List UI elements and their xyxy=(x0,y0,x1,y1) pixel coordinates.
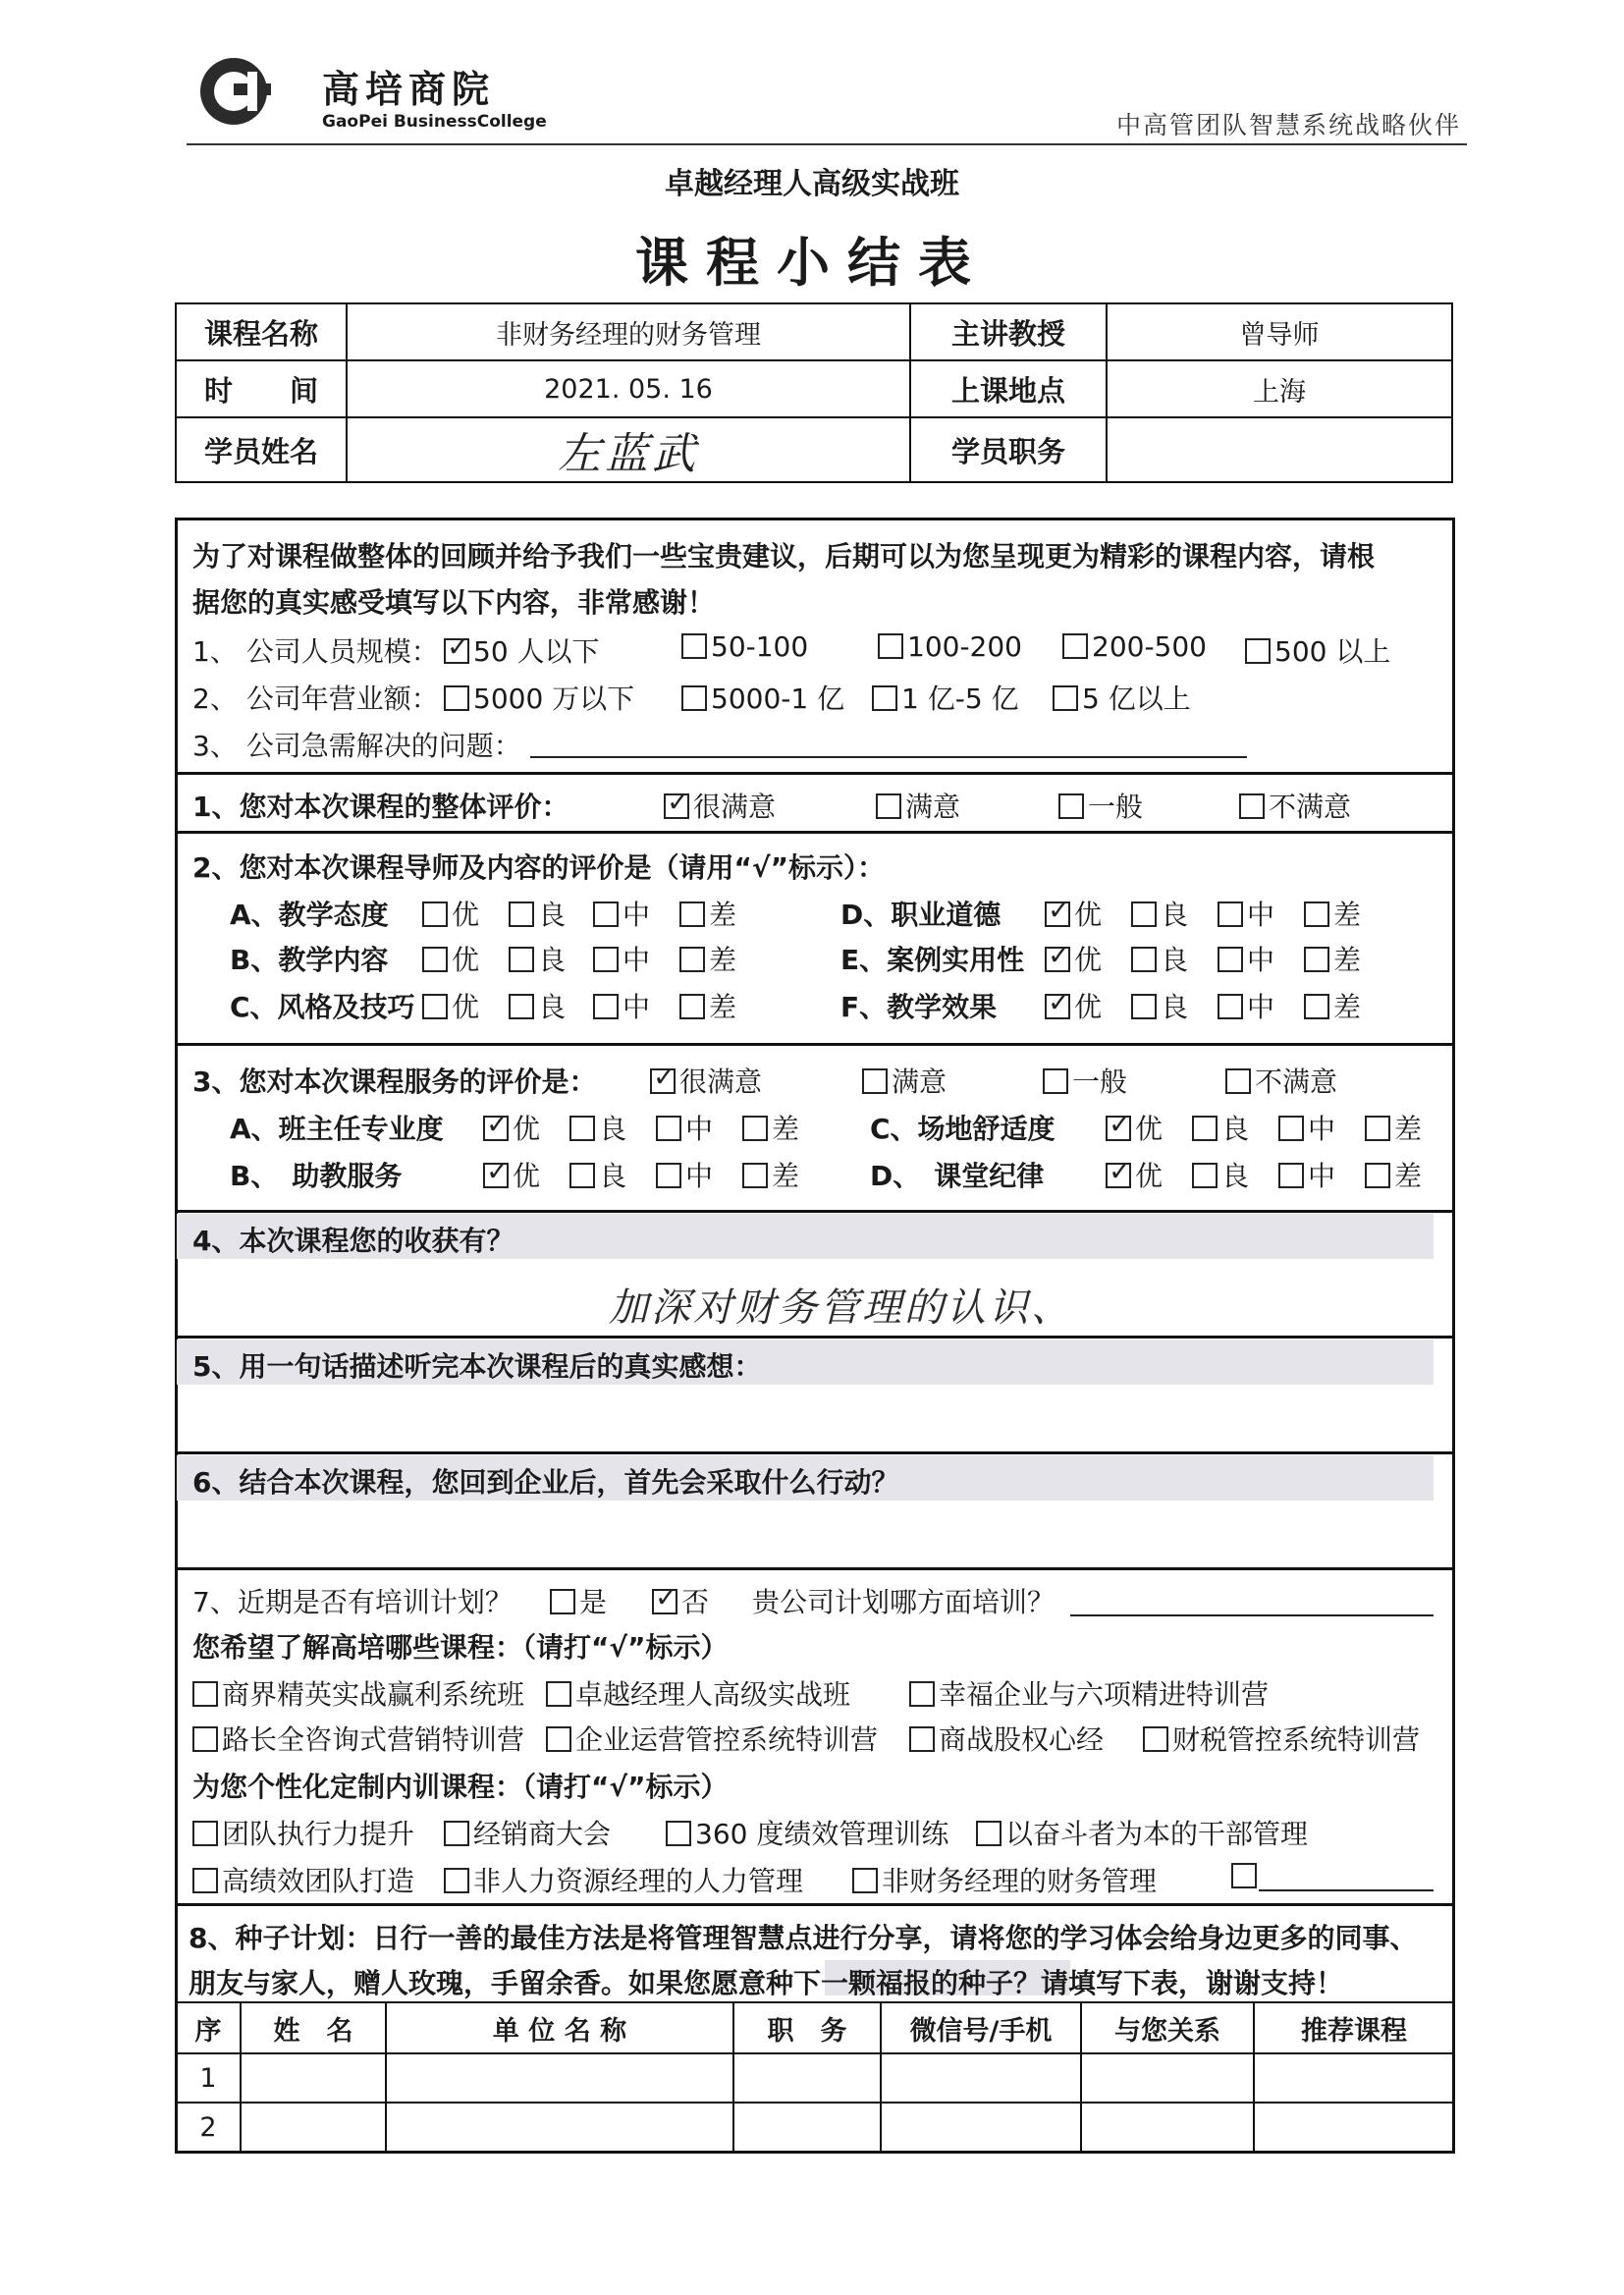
grade-option[interactable]: 差 xyxy=(679,939,736,978)
checkbox-checked-icon xyxy=(1045,994,1070,1019)
row-number: 2 xyxy=(176,2103,241,2152)
referral-header-cell: 推荐课程 xyxy=(1254,2002,1454,2053)
q7-yes-option[interactable]: 是 xyxy=(550,1581,607,1620)
referral-header-row xyxy=(176,2002,1454,2053)
course-option[interactable]: 财税管控系统特训营 xyxy=(1143,1719,1420,1758)
checkbox-icon xyxy=(681,685,707,711)
checkbox-icon xyxy=(1304,902,1329,927)
custom-course-option[interactable] xyxy=(1231,1860,1261,1892)
q5-answer-area[interactable] xyxy=(196,1389,1434,1448)
header-divider xyxy=(187,143,1467,145)
checkbox-icon xyxy=(593,902,619,927)
size-option-3[interactable]: 100-200 xyxy=(878,630,1022,663)
size-option-4[interactable]: 200-500 xyxy=(1062,630,1207,663)
checkbox-icon xyxy=(656,1116,681,1141)
q7-label: 7、近期是否有培训计划？ xyxy=(192,1586,513,1618)
referral-input-cell[interactable] xyxy=(386,2103,733,2152)
urgent-problem-input[interactable] xyxy=(530,756,1247,758)
section-divider xyxy=(175,1210,1455,1213)
checkbox-icon xyxy=(852,1868,878,1893)
checkbox-icon xyxy=(444,685,469,711)
checkbox-checked-icon xyxy=(664,793,689,819)
row-number: 1 xyxy=(176,2053,241,2103)
referral-input-cell[interactable] xyxy=(1081,2103,1254,2152)
referral-header-cell: 微信号/手机 xyxy=(881,2002,1081,2053)
grade-option[interactable]: 差 xyxy=(742,1108,799,1147)
size-option-2[interactable]: 50-100 xyxy=(681,630,808,663)
section-divider xyxy=(175,1336,1455,1339)
checkbox-icon xyxy=(862,1068,888,1094)
checkbox-icon xyxy=(679,947,705,972)
teacher-criterion-label: E、案例实用性 xyxy=(840,944,1025,976)
grade-option[interactable]: 中 xyxy=(1218,986,1274,1025)
place-value[interactable]: 上海 xyxy=(1107,360,1452,417)
overall-option-4[interactable]: 不满意 xyxy=(1239,786,1351,825)
referral-input-cell[interactable] xyxy=(241,2103,386,2152)
checkbox-icon xyxy=(679,902,705,927)
time-label: 时 间 xyxy=(176,360,347,417)
checkbox-icon xyxy=(550,1589,575,1614)
referral-input-cell[interactable] xyxy=(1254,2053,1454,2103)
checkbox-checked-icon xyxy=(650,1068,676,1094)
checkbox-icon xyxy=(656,1163,681,1188)
teacher-value[interactable]: 曾导师 xyxy=(1107,303,1452,360)
checkbox-icon xyxy=(546,1726,571,1752)
checkbox-icon xyxy=(422,902,448,927)
checkbox-icon xyxy=(1192,1116,1218,1141)
checkbox-icon xyxy=(666,1821,691,1846)
referral-input-cell[interactable] xyxy=(1254,2103,1454,2152)
grade-option[interactable]: 中 xyxy=(1218,939,1274,978)
checkbox-icon xyxy=(878,633,903,659)
checkbox-icon xyxy=(1131,902,1157,927)
section-divider xyxy=(175,831,1455,834)
teacher-criterion-label: A、教学态度 xyxy=(230,899,389,931)
checkbox-icon xyxy=(1058,793,1084,819)
student-name-value[interactable] xyxy=(347,417,910,482)
overall-eval-label: 1、您对本次课程的整体评价： xyxy=(192,791,569,823)
teacher-eval-label: 2、您对本次课程导师及内容的评价是（请用“√”标示）： xyxy=(192,851,885,884)
custom-other-input[interactable] xyxy=(1259,1889,1434,1891)
grade-option[interactable]: 中 xyxy=(593,939,650,978)
revenue-option-2[interactable]: 5000-1 亿 xyxy=(681,678,844,717)
referral-input-cell[interactable] xyxy=(386,2053,733,2103)
grade-option[interactable]: ✓ 优 xyxy=(1045,939,1102,978)
grade-option[interactable]: 差 xyxy=(679,894,736,933)
checkbox-icon xyxy=(546,1681,571,1707)
section-divider xyxy=(175,1903,1455,1906)
grade-option[interactable]: ✓ 优 xyxy=(483,1155,540,1194)
checkbox-icon xyxy=(1143,1726,1168,1752)
checkbox-icon xyxy=(1245,638,1271,664)
q4-handwritten-answer[interactable]: 加深对财务管理的认识、 xyxy=(609,1285,1073,1331)
checkbox-icon xyxy=(593,947,619,972)
checkbox-icon xyxy=(444,1868,469,1893)
course-option[interactable]: 企业运营管控系统特训营 xyxy=(546,1719,878,1758)
service-option-3[interactable]: 一般 xyxy=(1043,1061,1127,1100)
grade-option[interactable]: ✓ 优 xyxy=(1106,1155,1163,1194)
course-option[interactable]: 商界精英实战赢利系统班 xyxy=(192,1673,524,1713)
grade-option[interactable]: ✓ 优 xyxy=(1106,1108,1163,1147)
checkbox-checked-icon xyxy=(1106,1163,1131,1188)
grade-option[interactable]: 差 xyxy=(1365,1155,1422,1194)
grade-option[interactable]: 良 xyxy=(1131,939,1188,978)
table-row xyxy=(176,2103,1454,2152)
grade-option[interactable]: 中 xyxy=(593,894,650,933)
q7-which-input[interactable] xyxy=(1070,1614,1434,1616)
referral-input-cell[interactable] xyxy=(733,2053,881,2103)
checkbox-checked-icon xyxy=(444,638,469,664)
service-option-4[interactable]: 不满意 xyxy=(1225,1061,1337,1100)
grade-option[interactable]: 中 xyxy=(1278,1155,1335,1194)
grade-option[interactable]: 良 xyxy=(1131,894,1188,933)
grade-option[interactable]: 优 xyxy=(422,939,479,978)
checkbox-icon xyxy=(1239,793,1265,819)
grade-option[interactable]: 差 xyxy=(679,986,736,1025)
teacher-criterion-label: F、教学效果 xyxy=(840,991,998,1023)
grade-option[interactable]: 中 xyxy=(656,1155,713,1194)
checkbox-icon xyxy=(509,902,534,927)
course-option[interactable]: 路长全咨询式营销特训营 xyxy=(192,1719,524,1758)
form-subtitle: 卓越经理人高级实战班 xyxy=(665,167,959,201)
grade-option[interactable]: ✓ 优 xyxy=(483,1108,540,1147)
grade-option[interactable]: 良 xyxy=(1131,986,1188,1025)
service-eval-label: 3、您对本次课程服务的评价是： xyxy=(192,1066,597,1098)
checkbox-icon xyxy=(1062,633,1088,659)
teacher-criterion-label: D、职业道德 xyxy=(840,899,1001,931)
logo-chinese-name: 高培商院 xyxy=(322,67,496,111)
referral-input-cell[interactable] xyxy=(881,2103,1081,2152)
custom-course-option[interactable]: 高绩效团队打造 xyxy=(192,1860,414,1899)
checkbox-checked-icon xyxy=(1045,947,1070,972)
teacher-criterion-label: C、风格及技巧 xyxy=(230,991,415,1023)
checkbox-icon xyxy=(872,685,897,711)
checkbox-checked-icon xyxy=(1045,902,1070,927)
checkbox-icon xyxy=(1365,1163,1390,1188)
overall-option-2[interactable]: 满意 xyxy=(876,786,960,825)
checkbox-icon xyxy=(1218,994,1243,1019)
checkbox-icon xyxy=(1218,902,1243,927)
checkbox-icon xyxy=(679,994,705,1019)
checkbox-icon xyxy=(1278,1116,1304,1141)
grade-option[interactable]: 良 xyxy=(569,1155,626,1194)
service-criterion-label: A、班主任专业度 xyxy=(230,1113,444,1145)
checkbox-icon xyxy=(1365,1116,1390,1141)
grade-option[interactable]: 差 xyxy=(1304,986,1361,1025)
intro-line-1: 为了对课程做整体的回顾并给予我们一些宝贵建议，后期可以为您呈现更为精彩的课程内容，请根 xyxy=(192,540,1376,573)
grade-option[interactable]: 中 xyxy=(593,986,650,1025)
custom-course-option[interactable]: 以奋斗者为本的干部管理 xyxy=(976,1813,1308,1852)
revenue-option-3[interactable]: 1 亿-5 亿 xyxy=(872,678,1019,717)
checkbox-checked-icon xyxy=(1106,1116,1131,1141)
course-option[interactable]: 商战股权心经 xyxy=(909,1719,1104,1758)
student-name-label: 学员姓名 xyxy=(176,417,347,482)
grade-option[interactable]: 良 xyxy=(509,986,566,1025)
checkbox-icon xyxy=(444,1821,469,1846)
custom-course-option[interactable]: 经销商大会 xyxy=(444,1813,611,1852)
checkbox-icon xyxy=(1225,1068,1251,1094)
checkbox-icon xyxy=(192,1868,218,1893)
grade-option[interactable]: 良 xyxy=(509,939,566,978)
referral-header-cell: 序 xyxy=(176,2002,241,2053)
overall-option-3[interactable]: 一般 xyxy=(1058,786,1143,825)
course-option[interactable]: 卓越经理人高级实战班 xyxy=(546,1673,850,1713)
time-value[interactable]: 2021. 05. 16 xyxy=(347,360,910,417)
checkbox-icon xyxy=(192,1821,218,1846)
checkbox-icon xyxy=(422,994,448,1019)
referral-input-cell[interactable] xyxy=(881,2053,1081,2103)
checkbox-icon xyxy=(422,947,448,972)
checkbox-icon xyxy=(509,947,534,972)
grade-option[interactable]: 差 xyxy=(742,1155,799,1194)
grade-option[interactable]: 良 xyxy=(509,894,566,933)
section-divider xyxy=(175,1451,1455,1454)
grade-option[interactable]: 中 xyxy=(1278,1108,1335,1147)
student-position-value[interactable] xyxy=(1107,417,1452,482)
checkbox-icon xyxy=(569,1116,595,1141)
section-divider xyxy=(175,1043,1455,1046)
company-size-label: 1、 公司人员规模： xyxy=(192,635,439,668)
student-position-label: 学员职务 xyxy=(910,417,1107,482)
checkbox-icon xyxy=(876,793,901,819)
custom-course-option[interactable]: 非财务经理的财务管理 xyxy=(852,1860,1157,1899)
referral-header-cell: 职 务 xyxy=(733,2002,881,2053)
course-info-table xyxy=(175,302,1453,483)
referral-table xyxy=(175,2001,1455,2153)
revenue-option-1[interactable]: 5000 万以下 xyxy=(444,678,634,717)
checkbox-icon xyxy=(742,1163,768,1188)
referral-header-cell: 与您关系 xyxy=(1081,2002,1254,2053)
checkbox-icon xyxy=(1218,947,1243,972)
place-label: 上课地点 xyxy=(910,360,1107,417)
checkbox-icon xyxy=(1192,1163,1218,1188)
checkbox-icon xyxy=(509,994,534,1019)
q8-line-1: 8、种子计划：日行一善的最佳方法是将管理智慧点进行分享，请将您的学习体会给身边更多的同事、 xyxy=(189,1922,1418,1954)
custom-label: 为您个性化定制内训课程：（请打“√”标示） xyxy=(192,1771,729,1803)
checkbox-icon xyxy=(742,1116,768,1141)
urgent-problem-label: 3、 公司急需解决的问题： xyxy=(192,730,521,762)
grade-option[interactable]: 中 xyxy=(656,1108,713,1147)
course-option[interactable]: 幸福企业与六项精进特训营 xyxy=(909,1673,1269,1713)
checkbox-icon xyxy=(192,1681,218,1707)
checkbox-icon xyxy=(1304,947,1329,972)
service-option-2[interactable]: 满意 xyxy=(862,1061,947,1100)
checkbox-icon xyxy=(1053,685,1078,711)
q6-label: 6、结合本次课程，您回到企业后，首先会采取什么行动？ xyxy=(192,1466,899,1499)
service-criterion-label: B、 助教服务 xyxy=(230,1160,403,1192)
grade-option[interactable]: 良 xyxy=(1192,1155,1249,1194)
checkbox-checked-icon xyxy=(652,1589,677,1614)
referral-header-cell: 姓 名 xyxy=(241,2002,386,2053)
checkbox-icon xyxy=(569,1163,595,1188)
table-row xyxy=(176,2053,1454,2103)
checkbox-icon xyxy=(909,1681,935,1707)
q7-which-label: 贵公司计划哪方面培训？ xyxy=(752,1586,1056,1618)
section-divider xyxy=(175,772,1455,775)
checkbox-icon xyxy=(192,1726,218,1752)
referral-input-cell[interactable] xyxy=(733,2103,881,2152)
section-divider xyxy=(175,1567,1455,1570)
checkbox-icon xyxy=(1304,994,1329,1019)
course-name-value[interactable]: 非财务经理的财务管理 xyxy=(347,303,910,360)
size-option-5[interactable]: 500 以上 xyxy=(1245,630,1390,670)
service-criterion-label: D、 课堂纪律 xyxy=(870,1160,1045,1192)
grade-option[interactable]: 优 xyxy=(422,986,479,1025)
referral-header-cell: 单 位 名 称 xyxy=(386,2002,733,2053)
student-signature: 左蓝武 xyxy=(558,429,699,479)
q6-answer-area[interactable] xyxy=(196,1504,1434,1559)
custom-course-option[interactable]: 团队执行力提升 xyxy=(192,1813,414,1852)
grade-option[interactable]: 良 xyxy=(1192,1108,1249,1147)
service-criterion-label: C、场地舒适度 xyxy=(870,1113,1056,1145)
grade-option[interactable]: 良 xyxy=(569,1108,626,1147)
courses-label: 您希望了解高培哪些课程：（请打“√”标示） xyxy=(192,1631,729,1664)
checkbox-icon xyxy=(1278,1163,1304,1188)
grade-option[interactable]: 优 xyxy=(422,894,479,933)
revenue-option-4[interactable]: 5 亿以上 xyxy=(1053,678,1191,717)
grade-option[interactable]: ✓ 优 xyxy=(1045,894,1102,933)
course-name-label: 课程名称 xyxy=(176,303,347,360)
company-revenue-label: 2、 公司年营业额： xyxy=(192,683,439,715)
checkbox-checked-icon xyxy=(483,1116,509,1141)
header-tagline: 中高管团队智慧系统战略伙伴 xyxy=(1115,111,1461,139)
grade-option[interactable]: ✓ 优 xyxy=(1045,986,1102,1025)
checkbox-icon xyxy=(909,1726,935,1752)
checkbox-icon xyxy=(1043,1068,1068,1094)
gaopei-logo-icon xyxy=(196,54,271,129)
checkbox-icon xyxy=(681,633,707,659)
checkbox-icon xyxy=(1131,994,1157,1019)
teacher-label: 主讲教授 xyxy=(910,303,1107,360)
grade-option[interactable]: 中 xyxy=(1218,894,1274,933)
service-option-1[interactable]: ✓ 很满意 xyxy=(650,1061,762,1100)
q4-label: 4、本次课程您的收获有？ xyxy=(192,1225,514,1257)
checkbox-icon xyxy=(1131,947,1157,972)
q5-label: 5、用一句话描述听完本次课程后的真实感想： xyxy=(192,1350,762,1383)
q7-no-option[interactable]: ✓ 否 xyxy=(652,1581,709,1620)
grade-option[interactable]: 差 xyxy=(1304,939,1361,978)
referral-input-cell[interactable] xyxy=(1081,2053,1254,2103)
teacher-criterion-label: B、教学内容 xyxy=(230,944,389,976)
size-option-1[interactable]: ✓ 50 人以下 xyxy=(444,630,600,670)
form-title: 课程小结表 xyxy=(635,232,989,294)
checkbox-icon xyxy=(1231,1863,1257,1888)
custom-course-option[interactable]: 非人力资源经理的人力管理 xyxy=(444,1860,803,1899)
q8-line-2: 朋友与家人，赠人玫瑰，手留余香。如果您愿意种下一颗福报的种子？请填写下表，谢谢支持！ xyxy=(189,1967,1344,1999)
logo-english-name: GaoPei BusinessCollege xyxy=(322,112,547,132)
overall-option-1[interactable]: ✓ 很满意 xyxy=(664,786,776,825)
referral-input-cell[interactable] xyxy=(241,2053,386,2103)
grade-option[interactable]: 差 xyxy=(1304,894,1361,933)
custom-course-option[interactable]: 360 度绩效管理训练 xyxy=(666,1813,948,1852)
checkbox-icon xyxy=(976,1821,1001,1846)
intro-line-2: 据您的真实感受填写以下内容，非常感谢！ xyxy=(192,586,716,619)
grade-option[interactable]: 差 xyxy=(1365,1108,1422,1147)
checkbox-icon xyxy=(593,994,619,1019)
checkbox-checked-icon xyxy=(483,1163,509,1188)
